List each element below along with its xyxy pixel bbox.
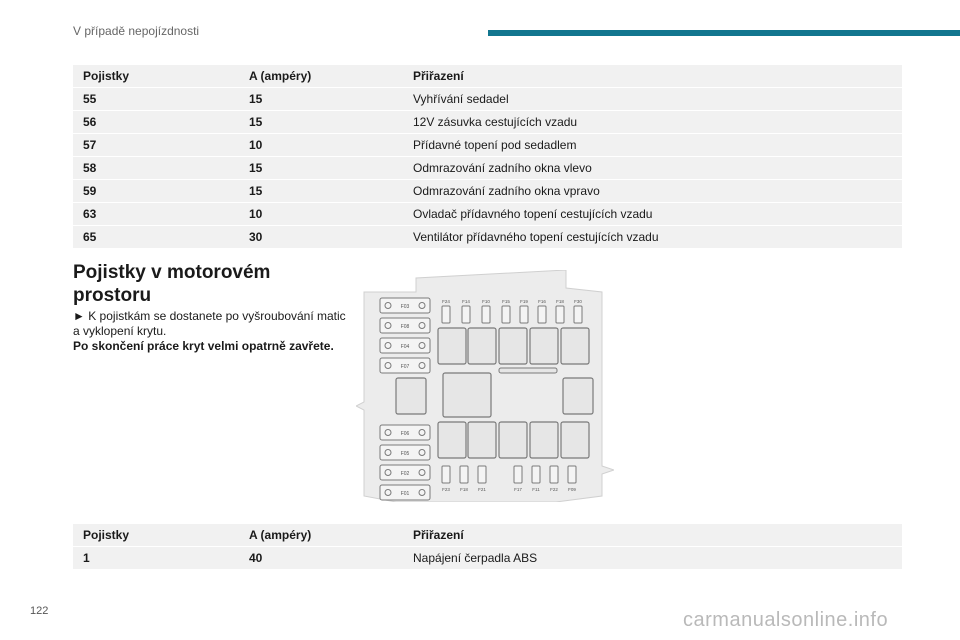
ampere-cell: 15 xyxy=(239,180,403,203)
mini-fuse-label: F09 xyxy=(568,487,576,492)
intro-instruction: ► K pojistkám se dostanete po vyšroubování matic a vyklopení krytu. xyxy=(73,309,346,338)
relay-block xyxy=(438,422,466,458)
engine-fuse-box-diagram xyxy=(356,270,614,502)
mini-fuse-label: F14 xyxy=(462,299,470,304)
assignment-cell: Vyhřívání sedadel xyxy=(403,88,902,111)
ampere-cell: 15 xyxy=(239,111,403,134)
assignment-cell: Přídavné topení pod sedadlem xyxy=(403,134,902,157)
fuse-table-body xyxy=(73,524,902,570)
mini-fuse-label: F21 xyxy=(478,487,486,492)
column-header: Přiřazení xyxy=(403,524,902,547)
table-row xyxy=(73,111,902,134)
mini-fuse-label: F18 xyxy=(556,299,564,304)
fuse-number-cell: 58 xyxy=(73,157,239,180)
column-header: A (ampéry) xyxy=(239,65,403,88)
table-row xyxy=(73,157,902,180)
section-intro xyxy=(73,309,353,354)
fuse-label: F01 xyxy=(400,491,410,497)
mini-fuse-label: F23 xyxy=(442,487,450,492)
ampere-cell: 40 xyxy=(239,547,403,570)
relay-block xyxy=(499,422,527,458)
column-header: A (ampéry) xyxy=(239,524,403,547)
mini-fuse xyxy=(502,306,510,323)
mini-fuse-label: F24 xyxy=(442,299,450,304)
mini-fuse-label: F30 xyxy=(574,299,582,304)
mini-fuse-label: F15 xyxy=(502,299,510,304)
fuse-number-cell: 55 xyxy=(73,88,239,111)
relay-block xyxy=(443,373,491,417)
relay-block xyxy=(561,422,589,458)
ampere-cell: 15 xyxy=(239,88,403,111)
fuse-number-cell: 56 xyxy=(73,111,239,134)
table-row xyxy=(73,180,902,203)
relay-block xyxy=(561,328,589,364)
ampere-cell: 30 xyxy=(239,226,403,249)
mini-fuse xyxy=(462,306,470,323)
fuse-label: F05 xyxy=(400,451,410,457)
column-header: Pojistky xyxy=(73,524,239,547)
fuse-label: F04 xyxy=(400,344,410,350)
fuse-number-cell: 57 xyxy=(73,134,239,157)
fuse-table-engine xyxy=(73,524,902,570)
table-row xyxy=(73,88,902,111)
running-header: V případě nepojízdnosti xyxy=(73,24,200,38)
mini-fuse xyxy=(532,466,540,483)
relay-block xyxy=(468,422,496,458)
ampere-cell: 15 xyxy=(239,157,403,180)
assignment-cell: Odmrazování zadního okna vlevo xyxy=(403,157,902,180)
mini-fuse xyxy=(538,306,546,323)
column-header: Přiřazení xyxy=(403,65,902,88)
mini-fuse-label: F16 xyxy=(538,299,546,304)
table-row xyxy=(73,134,902,157)
assignment-cell: Odmrazování zadního okna vpravo xyxy=(403,180,902,203)
connector-slot xyxy=(499,368,557,373)
fuse-number-cell: 1 xyxy=(73,547,239,570)
relay-block xyxy=(530,328,558,364)
table-header-row xyxy=(73,65,902,88)
assignment-cell: 12V zásuvka cestujících vzadu xyxy=(403,111,902,134)
relay-block xyxy=(530,422,558,458)
intro-note: Po skončení práce kryt velmi opatrně zavřete. xyxy=(73,339,334,353)
mini-fuse xyxy=(520,306,528,323)
ampere-cell: 10 xyxy=(239,134,403,157)
mini-fuse xyxy=(442,466,450,483)
mini-fuse xyxy=(574,306,582,323)
mini-fuse-label: F22 xyxy=(550,487,558,492)
relay-block xyxy=(468,328,496,364)
column-header: Pojistky xyxy=(73,65,239,88)
mini-fuse-label: F17 xyxy=(514,487,522,492)
mini-fuse xyxy=(482,306,490,323)
fuse-label: F07 xyxy=(400,364,410,370)
fuse-label: F06 xyxy=(400,431,410,437)
ampere-cell: 10 xyxy=(239,203,403,226)
watermark: carmanualsonline.info xyxy=(683,609,889,631)
fuse-number-cell: 65 xyxy=(73,226,239,249)
mini-fuse xyxy=(556,306,564,323)
relay-block xyxy=(563,378,593,414)
mini-fuse-label: F11 xyxy=(532,487,540,492)
fuse-label: F02 xyxy=(400,471,410,477)
fuse-number-cell: 63 xyxy=(73,203,239,226)
relay-block xyxy=(396,378,426,414)
mini-fuse xyxy=(460,466,468,483)
table-header-row xyxy=(73,524,902,547)
mini-fuse xyxy=(478,466,486,483)
mini-fuse xyxy=(442,306,450,323)
mini-fuse xyxy=(550,466,558,483)
relay-block xyxy=(499,328,527,364)
fuse-number-cell: 59 xyxy=(73,180,239,203)
table-row xyxy=(73,203,902,226)
relay-block xyxy=(438,328,466,364)
mini-fuse-label: F10 xyxy=(482,299,490,304)
assignment-cell: Ovladač přídavného topení cestujících vzadu xyxy=(403,203,902,226)
fuse-table-interior xyxy=(73,65,902,249)
page-number: 122 xyxy=(30,605,49,617)
table-row xyxy=(73,226,902,249)
mini-fuse xyxy=(514,466,522,483)
table-row xyxy=(73,547,902,570)
mini-fuse-label: F18 xyxy=(460,487,468,492)
mini-fuse xyxy=(568,466,576,483)
assignment-cell: Napájení čerpadla ABS xyxy=(403,547,902,570)
section-title: Pojistky v motorovém prostoru xyxy=(73,262,271,306)
mini-fuse-label: F19 xyxy=(520,299,528,304)
fuse-label: F03 xyxy=(400,304,410,310)
fuse-label: F08 xyxy=(400,324,410,330)
header-accent-bar xyxy=(488,30,960,36)
assignment-cell: Ventilátor přídavného topení cestujících vzadu xyxy=(403,226,902,249)
fuse-table-body xyxy=(73,65,902,249)
